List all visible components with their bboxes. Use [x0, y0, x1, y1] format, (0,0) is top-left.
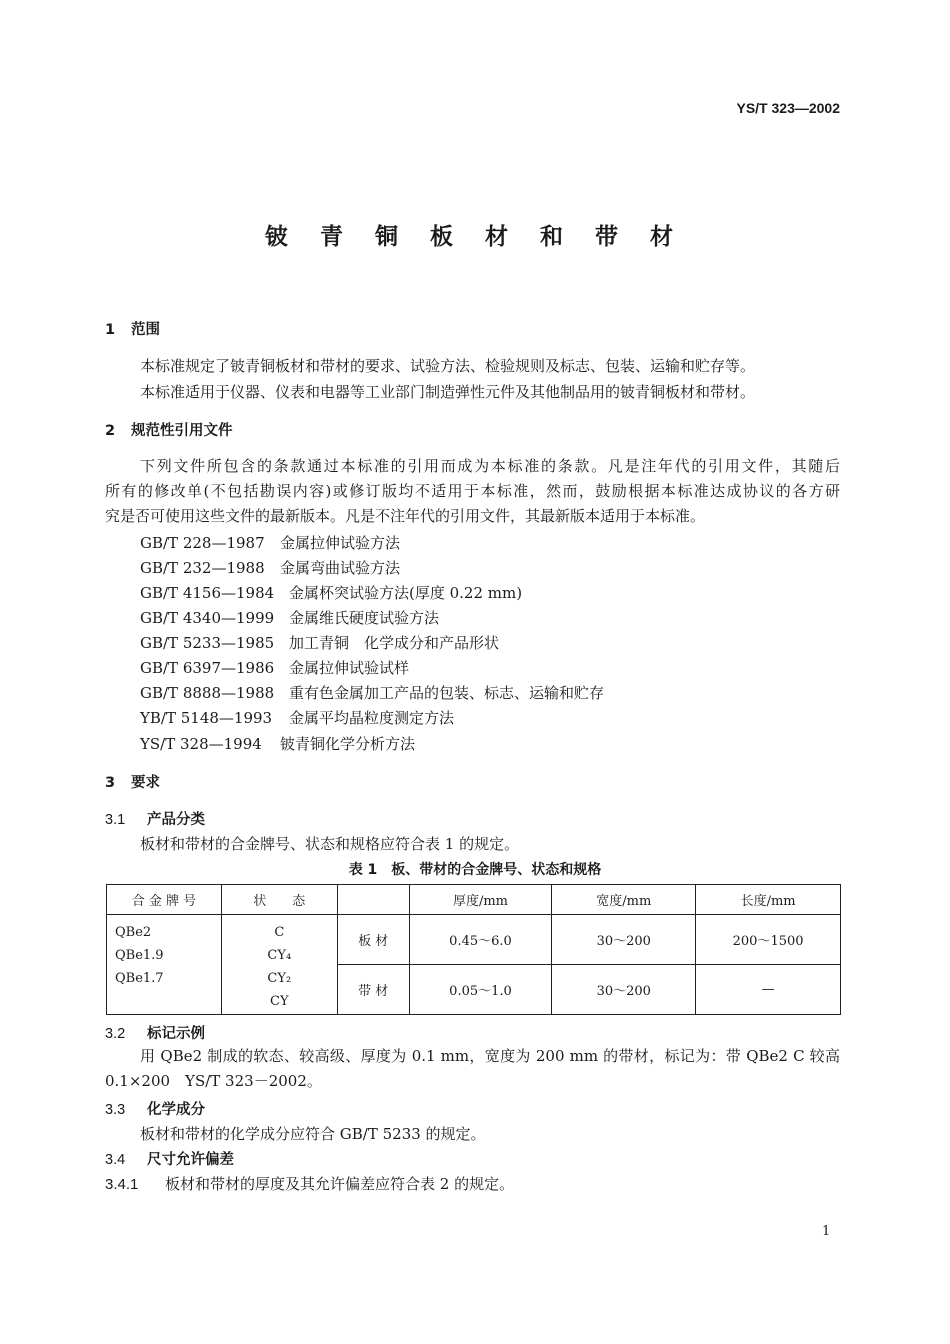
- section-number: 1: [105, 322, 116, 338]
- clause-3-4-1: [105, 1173, 514, 1194]
- section-2-heading: [105, 419, 233, 440]
- length-cell: 200～1500: [696, 915, 841, 965]
- header-thickness: 厚度/mm: [409, 885, 552, 915]
- reference-item: [140, 582, 522, 603]
- document-title: 铍 青 铜 板 材 和 带 材: [264, 224, 686, 250]
- reference-item: [140, 632, 499, 653]
- paragraph-line: 究是否可使用这些文件的最新版本。凡是不注年代的引用文件，其最新版本适用于本标准。: [105, 507, 706, 525]
- reference-name: 重有色金属加工产品的包装、标志、运输和贮存: [289, 684, 605, 702]
- paragraph-line: 用 QBe2 制成的软态、较高级、厚度为 0.1 mm，宽度为 200 mm 的带材，标记为：带 QBe2 C 较高: [140, 1047, 840, 1065]
- subsection-title: 尺寸允许偏差: [147, 1152, 234, 1168]
- reference-item: [140, 707, 454, 728]
- section-title: 要求: [131, 775, 160, 791]
- alloy-grade: QBe1.7: [115, 971, 164, 986]
- reference-code: YS/T 328—1994: [140, 735, 262, 753]
- thickness-cell: 0.45～6.0: [409, 915, 552, 965]
- section-title: 范围: [131, 322, 160, 338]
- length-cell: —: [696, 965, 841, 1015]
- subsection-3-3-heading: [105, 1098, 205, 1119]
- subsection-number: 3.2: [105, 1026, 126, 1042]
- reference-item: [140, 682, 604, 703]
- reference-item: [140, 607, 439, 628]
- header-state: 状 态: [221, 885, 337, 915]
- reference-item: [140, 657, 409, 678]
- subsection-3-4-heading: [105, 1148, 234, 1169]
- table-row: [107, 915, 841, 965]
- reference-item: [140, 557, 400, 578]
- clause-number: 3.4.1: [105, 1176, 139, 1193]
- page-number: 1: [822, 1224, 831, 1239]
- state-cell: [221, 915, 337, 1015]
- reference-name: 金属平均晶粒度测定方法: [289, 709, 455, 727]
- temper-state: CY₂: [267, 971, 292, 986]
- intro-paragraph: [105, 454, 840, 529]
- thickness-cell: 0.05～1.0: [409, 965, 552, 1015]
- header-width: 宽度/mm: [552, 885, 696, 915]
- reference-code: YB/T 5148—1993: [140, 709, 273, 727]
- subsection-title: 化学成分: [147, 1102, 205, 1118]
- reference-code: GB/T 4340—1999: [140, 609, 275, 627]
- reference-name: 金属维氏硬度试验方法: [289, 609, 440, 627]
- paragraph: 本标准适用于仪器、仪表和电器等工业部门制造弹性元件及其他制品用的铍青铜板材和带材。: [140, 383, 756, 401]
- reference-item: [140, 733, 415, 754]
- table-1-caption: 表 1 板、带材的合金牌号、状态和规格: [348, 862, 602, 878]
- alloy-cell: [107, 915, 222, 1015]
- width-cell: 30～200: [552, 915, 696, 965]
- alloy-grade: QBe1.9: [115, 948, 164, 963]
- product-type-cell: 带 材: [337, 965, 409, 1015]
- paragraph-line: 下列文件所包含的条款通过本标准的引用而成为本标准的条款。凡是注年代的引用文件，其随后: [140, 457, 840, 475]
- reference-code: GB/T 6397—1986: [140, 659, 275, 677]
- standard-code: YS/T 323—2002: [736, 100, 840, 116]
- section-1-heading: [105, 318, 160, 339]
- reference-name: 金属杯突试验方法(厚度 0.22 mm): [289, 584, 523, 602]
- section-number: 2: [105, 423, 116, 439]
- width-cell: 30～200: [552, 965, 696, 1015]
- paragraph-line: 0.1×200 YS/T 323－2002。: [105, 1072, 322, 1090]
- paragraph: 板材和带材的化学成分应符合 GB/T 5233 的规定。: [140, 1125, 486, 1143]
- reference-name: 加工青铜 化学成分和产品形状: [289, 634, 500, 652]
- section-number: 3: [105, 775, 116, 791]
- reference-code: GB/T 232—1988: [140, 559, 265, 577]
- marking-example-paragraph: [105, 1044, 840, 1094]
- reference-name: 金属拉伸试验试样: [289, 659, 410, 677]
- paragraph: 板材和带材的合金牌号、状态和规格应符合表 1 的规定。: [140, 835, 520, 853]
- section-title: 规范性引用文件: [131, 423, 233, 439]
- subsection-3-1-heading: [105, 808, 205, 829]
- reference-code: GB/T 5233—1985: [140, 634, 275, 652]
- subsection-number: 3.1: [105, 812, 126, 828]
- table-1: [106, 884, 841, 1015]
- subsection-number: 3.4: [105, 1152, 126, 1168]
- subsection-title: 标记示例: [147, 1026, 205, 1042]
- reference-code: GB/T 4156—1984: [140, 584, 275, 602]
- reference-item: [140, 532, 400, 553]
- reference-code: GB/T 8888—1988: [140, 684, 275, 702]
- clause-text: 板材和带材的厚度及其允许偏差应符合表 2 的规定。: [165, 1175, 515, 1193]
- reference-name: 金属弯曲试验方法: [280, 559, 401, 577]
- subsection-3-2-heading: [105, 1022, 205, 1043]
- paragraph-line: 所有的修改单(不包括勘误内容)或修订版均不适用于本标准，然而，鼓励根据本标准达成协议的各方研: [105, 482, 840, 500]
- subsection-number: 3.3: [105, 1102, 126, 1118]
- temper-state: C: [274, 925, 285, 940]
- product-type-cell: 板 材: [337, 915, 409, 965]
- temper-state: CY₄: [267, 948, 292, 963]
- reference-code: GB/T 228—1987: [140, 534, 265, 552]
- reference-name: 铍青铜化学分析方法: [280, 735, 416, 753]
- section-3-heading: [105, 771, 160, 792]
- header-length: 长度/mm: [696, 885, 841, 915]
- table-header-row: [107, 885, 841, 915]
- paragraph: 本标准规定了铍青铜板材和带材的要求、试验方法、检验规则及标志、包装、运输和贮存等。: [140, 357, 756, 375]
- header-type: [337, 885, 409, 915]
- temper-state: CY: [270, 994, 289, 1009]
- reference-name: 金属拉伸试验方法: [280, 534, 401, 552]
- subsection-title: 产品分类: [147, 812, 205, 828]
- header-alloy: 合 金 牌 号: [107, 885, 222, 915]
- alloy-grade: QBe2: [115, 925, 152, 940]
